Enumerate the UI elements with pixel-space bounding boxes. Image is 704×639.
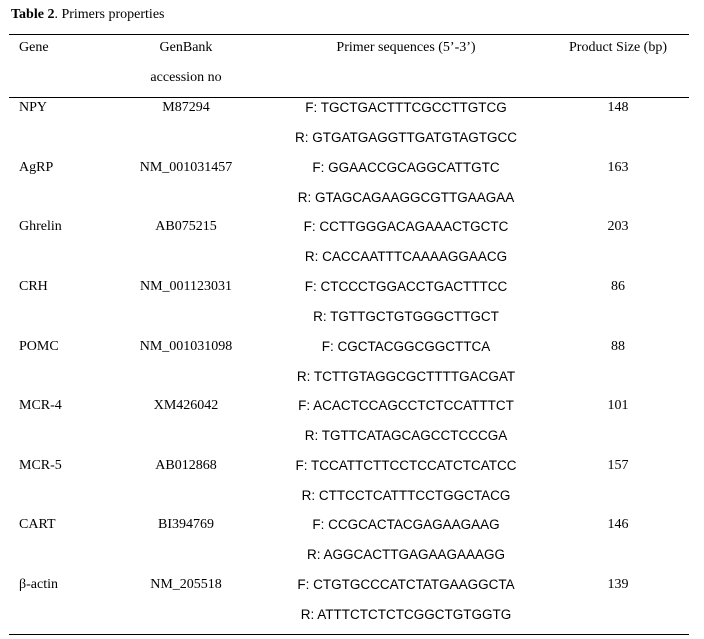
row-product-size: 203: [607, 219, 629, 234]
row-accession: NM_001031457: [139, 160, 233, 175]
row-reverse-primer: R: TCTTGTAGGCGCTTTTGACGAT: [296, 369, 516, 384]
row-reverse-primer: R: ATTTCTCTCTCGGCTGTGGTG: [300, 607, 512, 622]
table-header-rule: [9, 97, 689, 98]
row-accession: AB012868: [155, 458, 217, 473]
row-product-size: 146: [607, 517, 629, 532]
row-gene: MCR-4: [19, 398, 62, 413]
row-forward-primer: F: CTCCCTGGACCTGACTTTCC: [304, 279, 508, 294]
row-accession: M87294: [162, 100, 210, 115]
header-gene: Gene: [19, 40, 49, 55]
table-caption: [11, 7, 164, 23]
table-caption-label: Table 2: [11, 7, 55, 22]
row-forward-primer: F: GGAACCGCAGGCATTGTC: [312, 160, 500, 175]
header-sequences: Primer sequences (5’-3’): [336, 40, 476, 55]
row-gene: AgRP: [19, 160, 54, 175]
row-gene: MCR-5: [19, 458, 62, 473]
row-forward-primer: F: ACACTCCAGCCTCTCCATTTCT: [298, 398, 514, 413]
table-caption-text: . Primers properties: [54, 7, 165, 22]
header-accession-line2: accession no: [150, 70, 222, 85]
row-forward-primer: F: CTGTGCCCATCTATGAAGGCTA: [297, 577, 515, 592]
row-product-size: 148: [607, 100, 629, 115]
row-gene: β-actin: [19, 577, 58, 592]
row-reverse-primer: R: GTAGCAGAAGGCGTTGAAGAA: [297, 190, 515, 205]
table-top-rule: [9, 34, 689, 35]
row-product-size: 157: [607, 458, 629, 473]
row-gene: CART: [19, 517, 56, 532]
row-gene: CRH: [19, 279, 48, 294]
row-product-size: 101: [607, 398, 629, 413]
row-product-size: 86: [611, 279, 625, 294]
row-gene: NPY: [19, 100, 48, 115]
row-forward-primer: F: CCGCACTACGAGAAGAAG: [312, 517, 500, 532]
header-accession-line1: GenBank: [159, 40, 213, 55]
row-reverse-primer: R: AGGCACTTGAGAAGAAAGG: [306, 547, 506, 562]
row-forward-primer: F: TCCATTCTTCCTCCATCTCATCC: [295, 458, 517, 473]
row-reverse-primer: R: TGTTGCTGTGGGCTTGCT: [313, 309, 499, 324]
row-accession: BI394769: [158, 517, 214, 532]
row-reverse-primer: R: CACCAATTTCAAAAGGAACG: [304, 249, 508, 264]
row-forward-primer: F: CGCTACGGCGGCTTCA: [321, 339, 491, 354]
table-bottom-rule: [9, 634, 689, 635]
header-size: Product Size (bp): [569, 40, 667, 55]
row-accession: NM_001031098: [139, 339, 233, 354]
row-accession: NM_001123031: [139, 279, 233, 294]
row-accession: NM_205518: [150, 577, 222, 592]
row-product-size: 163: [607, 160, 629, 175]
row-gene: Ghrelin: [19, 219, 62, 234]
row-reverse-primer: R: GTGATGAGGTTGATGTAGTGCC: [295, 130, 517, 145]
row-forward-primer: F: TGCTGACTTTCGCCTTGTCG: [305, 100, 507, 115]
row-reverse-primer: R: CTTCCTCATTTCCTGGCTACG: [301, 488, 511, 503]
row-reverse-primer: R: TGTTCATAGCAGCCTCCCGA: [304, 428, 508, 443]
row-forward-primer: F: CCTTGGGACAGAAACTGCTC: [303, 219, 509, 234]
row-gene: POMC: [19, 339, 59, 354]
row-accession: XM426042: [153, 398, 219, 413]
row-accession: AB075215: [155, 219, 217, 234]
row-product-size: 88: [611, 339, 625, 354]
row-product-size: 139: [607, 577, 629, 592]
